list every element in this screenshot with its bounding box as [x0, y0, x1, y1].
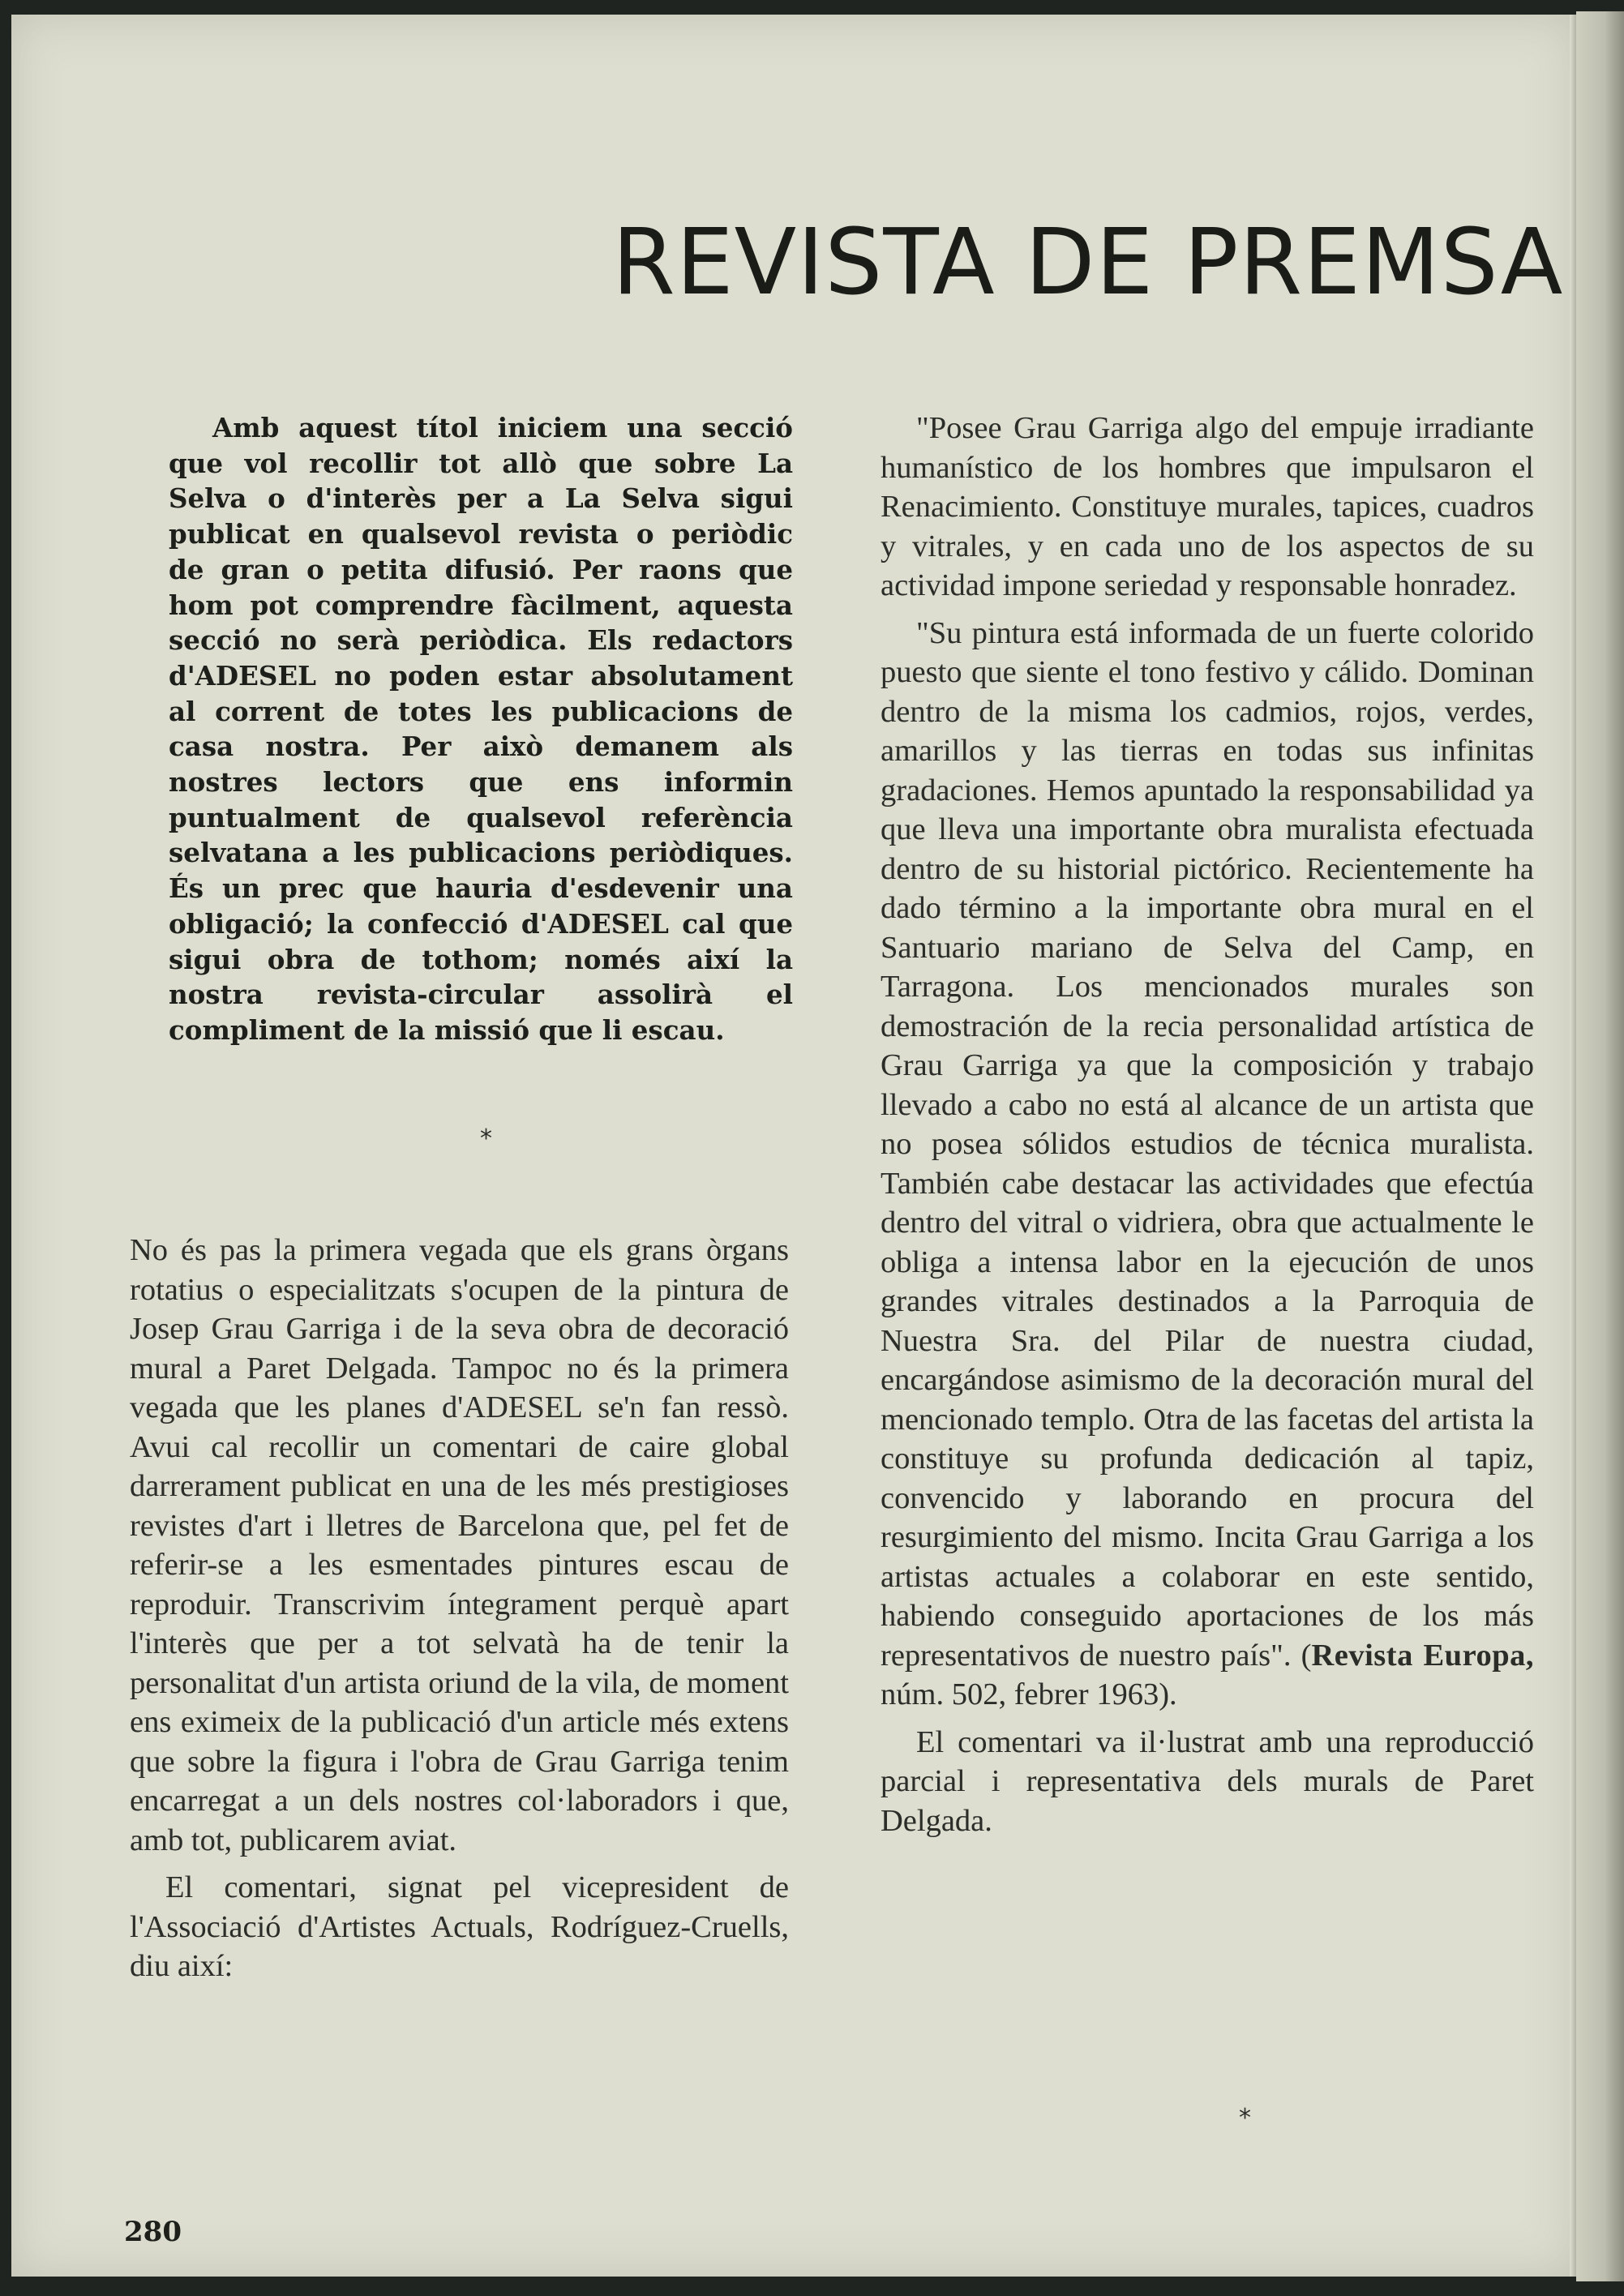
binding-spine	[1576, 11, 1624, 2281]
separator-star-right: *	[1239, 2104, 1251, 2132]
quote-text: "Su pintura está informada de un fuerte colorido puesto que siente el tono festivo y cálido. Dominan dentro de la misma los cadmios, rojos, verdes, amarillos y las tierras en todas sus infinitas gradaciones. Hemos apuntado la responsabilidad ya que lleva una importante obra muralista efectuada dentro de su historial pictórico. Recientemente ha dado término a la importante obra mural en el Santuario mariano de Selva del Camp, en Tarragona. Los mencionados murales son demostración de la recia personalidad artística de Grau Garriga ya que la composición y trabajo llevado a cabo no está al alcance de un artista que no posea sólidos estudios de técnica muralista. También cabe destacar las actividades que efectúa dentro del vitral o vidriera, obra que actualmente le obliga a intensa labor en la ejecución de unos grandes vitrales destinados a la Parroquia de Nuestra Sra. del Pilar de nuestra ciudad, encargándose asimismo de la decoración mural del mencionado templo. Otra de las facetas del artista la constituye su profunda dedicación al tapiz, convencido y laborando en procura del resurgimiento del mismo. Incita Grau Garriga a los artistas actuales a colaborar en este sentido, habiendo conseguido aportaciones de los más representativos de nuestro país".	[881, 615, 1534, 1673]
left-column	[130, 1231, 789, 1994]
right-paragraph-1: "Posee Grau Garriga algo del empuje irradiante humanístico de los hombres que impulsaron el Renacimiento. Constituye murales, tapices, cuadros y vitrales, y en cada uno de los aspectos de su actividad impone seriedad y responsable honradez.	[881, 411, 1534, 602]
page-number: 280	[124, 2216, 182, 2248]
section-title: REVISTA DE PREMSA	[612, 210, 1564, 315]
right-column	[881, 409, 1534, 1848]
right-paragraph-2	[881, 614, 1534, 1715]
citation-source: Revista Europa,	[1311, 1638, 1534, 1673]
citation-open: (	[1300, 1638, 1312, 1673]
separator-star-left: *	[480, 1124, 492, 1153]
intro-paragraph: Amb aquest títol iniciem una secció que vol recollir tot allò que sobre La Selva o d'interès per a La Selva sigui publicat en qualsevol revista o periòdic de gran o petita difusió. Per raons que hom pot comprendre fàcilment, aquesta secció no serà periòdica. Els redactors d'ADESEL no poden estar absolutament al corrent de totes les publicacions de casa nostra. Per això demanem als nostres lectors que ens informin puntualment de qualsevol referència selvatana a les publicacions periòdiques. És un prec que hauria d'esdevenir una obligació; la confecció d'ADESEL cal que sigui obra de tothom; només així la nostra revista-circular assolirà el compliment de la missió que li escau.	[169, 412, 793, 1046]
left-paragraph-2: El comentari, signat pel vicepresident de l'Associació d'Artistes Actuals, Rodríguez-Cruells, diu així:	[130, 1870, 789, 1983]
left-paragraph-1: No és pas la primera vegada que els grans òrgans rotatius o especialitzats s'ocupen de la pintura de Josep Grau Garriga i de la seva obra de decoració mural a Paret Delgada. Tampoc no és la primera vegada que les planes d'ADESEL se'n fan ressò. Avui cal recollir un comentari de caire global darrerament publicat en una de les més prestigioses revistes d'art i lletres de Barcelona que, pel fet de referir-se a les esmentades pintures escau de reproduir. Transcrivim íntegrament perquè apart l'interès que per a tot selvatà ha de tenir la personalitat d'un artista oriund de la vila, de moment ens eximeix de la publicació d'un article més extens que sobre la figura i l'obra de Grau Garriga tenim encarregat a un dels nostres col·laboradors i que, amb tot, publicarem aviat.	[130, 1233, 789, 1857]
citation-rest: núm. 502, febrer 1963).	[881, 1677, 1177, 1711]
right-paragraph-3: El comentari va il·lustrat amb una reproducció parcial i representativa dels murals de Paret Delgada.	[881, 1724, 1534, 1838]
